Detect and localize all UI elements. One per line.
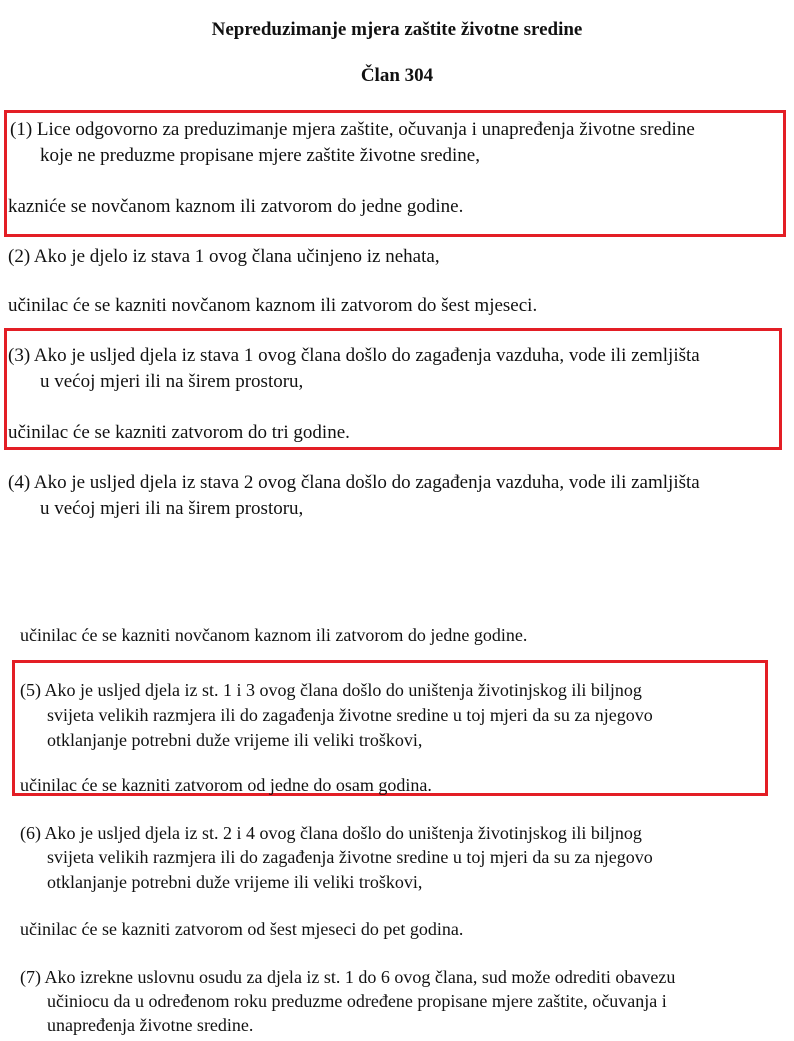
- paragraph-7-line-2: učiniocu da u određenom roku preduzme određene propisane mjere zaštite, očuvanja i: [47, 991, 667, 1011]
- paragraph-1-line-1: (1) Lice odgovorno za preduzimanje mjera zaštite, očuvanja i unapređenja životne sredine: [10, 119, 695, 140]
- paragraph-7-line-1: (7) Ako izrekne uslovnu osudu za djela iz st. 1 do 6 ovog člana, sud može odrediti obavezu: [20, 967, 676, 987]
- paragraph-5-line-3: otklanjanje potrebni duže vrijeme ili veliki troškovi,: [47, 730, 423, 750]
- paragraph-5-penalty: učinilac će se kazniti zatvorom od jedne do osam godina.: [20, 775, 432, 795]
- paragraph-5-line-2: svijeta velikih razmjera ili do zagađenja životne sredine u toj mjeri da su za njegovo: [47, 705, 653, 725]
- section-heading: Nepreduzimanje mjera zaštite životne sredine: [211, 19, 583, 40]
- paragraph-4-line-1: (4) Ako je usljed djela iz stava 2 ovog člana došlo do zagađenja vazduha, vode ili zamljišta: [8, 472, 700, 493]
- paragraph-1-penalty: kazniće se novčanom kaznom ili zatvorom do jedne godine.: [8, 196, 464, 217]
- paragraph-3-line-1: (3) Ako je usljed djela iz stava 1 ovog člana došlo do zagađenja vazduha, vode ili zemljišta: [8, 345, 700, 366]
- paragraph-2-penalty: učinilac će se kazniti novčanom kaznom ili zatvorom do šest mjeseci.: [8, 295, 538, 316]
- paragraph-3-penalty: učinilac će se kazniti zatvorom do tri godine.: [8, 422, 350, 443]
- paragraph-4-penalty: učinilac će se kazniti novčanom kaznom ili zatvorom do jedne godine.: [20, 625, 528, 645]
- paragraph-1-line-2: koje ne preduzme propisane mjere zaštite životne sredine,: [40, 145, 480, 166]
- paragraph-2-line-1: (2) Ako je djelo iz stava 1 ovog člana učinjeno iz nehata,: [8, 246, 440, 267]
- paragraph-7-line-3: unapređenja životne sredine.: [47, 1015, 254, 1035]
- paragraph-3-line-2: u većoj mjeri ili na širem prostoru,: [40, 371, 304, 392]
- paragraph-6-line-1: (6) Ako je usljed djela iz st. 2 i 4 ovog člana došlo do uništenja životinjskog ili biljnog: [20, 823, 642, 843]
- paragraph-5-line-1: (5) Ako je usljed djela iz st. 1 i 3 ovog člana došlo do uništenja životinjskog ili biljnog: [20, 680, 642, 700]
- paragraph-6-line-2: svijeta velikih razmjera ili do zagađenja životne sredine u toj mjeri da su za njegovo: [47, 847, 653, 867]
- article-number: Član 304: [360, 65, 434, 86]
- paragraph-6-line-3: otklanjanje potrebni duže vrijeme ili veliki troškovi,: [47, 872, 423, 892]
- paragraph-4-line-2: u većoj mjeri ili na širem prostoru,: [40, 498, 304, 519]
- paragraph-6-penalty: učinilac će se kazniti zatvorom od šest mjeseci do pet godina.: [20, 919, 464, 939]
